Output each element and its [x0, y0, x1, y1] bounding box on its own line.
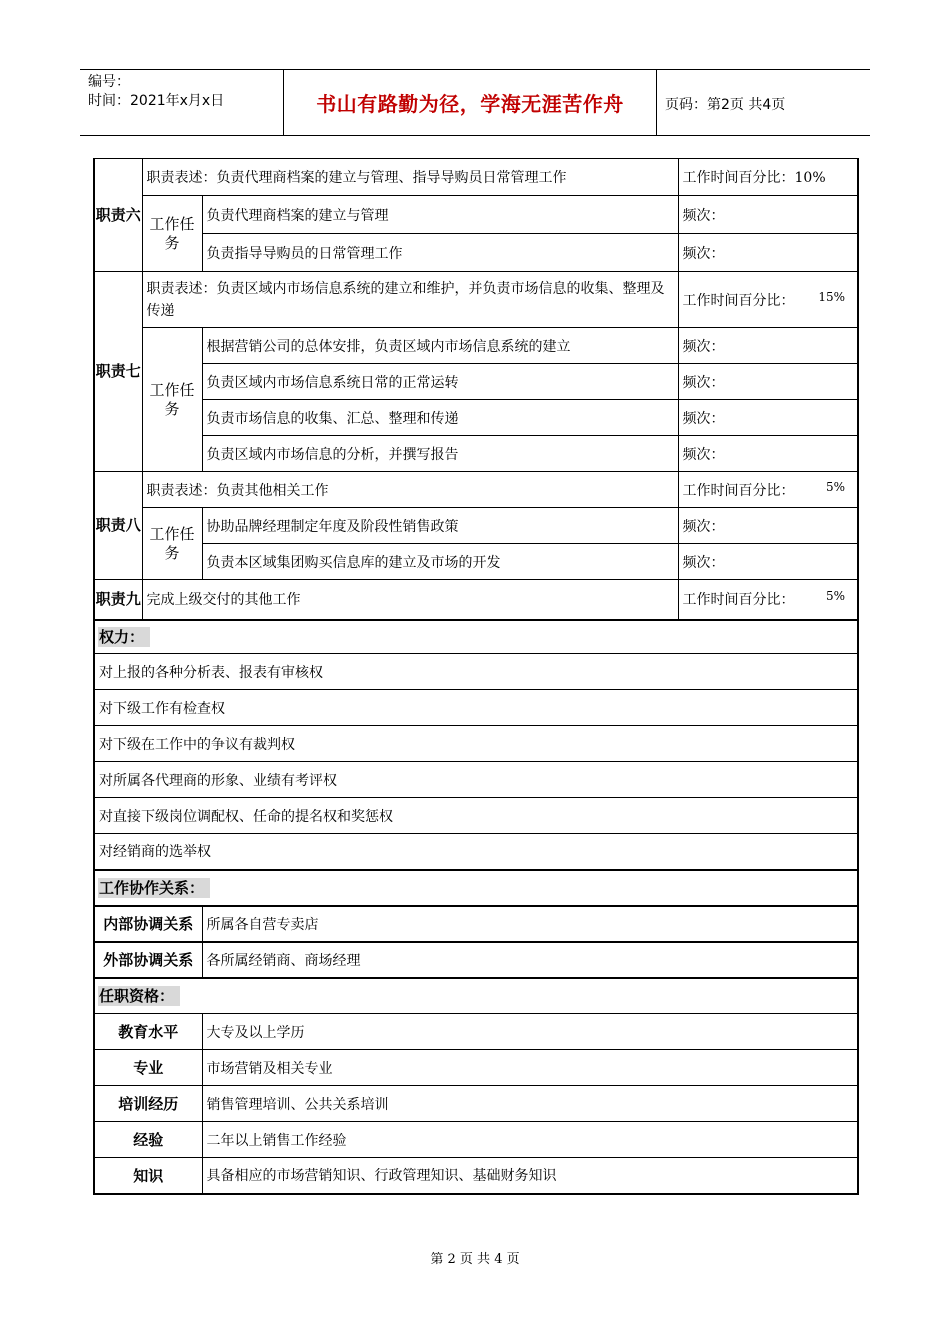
internal-relations-value: 所属各自营专卖店 — [202, 906, 858, 942]
duty-6-task-2-frequency: 频次： — [678, 234, 858, 272]
duty-6-desc-row — [94, 159, 858, 196]
duty-6-percent-value: 10% — [794, 170, 826, 186]
duty-7-task-row — [94, 436, 858, 472]
qualification-row — [94, 1158, 858, 1194]
page-header — [80, 69, 870, 136]
duty-8-description: 职责表述：负责其他相关工作 — [142, 472, 678, 508]
duty-7-task-row — [94, 328, 858, 364]
duty-8-time-percent — [678, 472, 858, 508]
power-item-3: 对下级在工作中的争议有裁判权 — [94, 726, 858, 762]
duty-7-task-2-frequency: 频次： — [678, 364, 858, 400]
duty-7-task-1: 根据营销公司的总体安排，负责区域内市场信息系统的建立 — [202, 328, 678, 364]
power-item-5: 对直接下级岗位调配权、任命的提名权和奖惩权 — [94, 798, 858, 834]
duty-7-task-row — [94, 364, 858, 400]
relations-title: 工作协作关系： — [98, 878, 210, 898]
duty-9-description: 完成上级交付的其他工作 — [142, 580, 678, 620]
header-page-number: 页码：第2页 共4页 — [665, 97, 786, 113]
duty-6-task-1: 负责代理商档案的建立与管理 — [202, 196, 678, 234]
duty-8-percent-value: 5% — [825, 479, 845, 494]
duty-8-percent-label: 工作时间百分比： — [682, 482, 795, 499]
relations-section-title — [94, 870, 858, 906]
knowledge-value: 具备相应的市场营销知识、行政管理知识、基础财务知识 — [202, 1158, 858, 1194]
internal-relations-label: 内部协调关系 — [94, 906, 202, 942]
duty-6-task-row — [94, 196, 858, 234]
duty-7-task-row — [94, 400, 858, 436]
knowledge-label: 知识 — [94, 1158, 202, 1194]
power-row — [94, 726, 858, 762]
document-date: 时间：2021年x月x日 — [88, 93, 225, 109]
duty-8-task-2-frequency: 频次： — [678, 544, 858, 580]
duty-7-percent-value: 15% — [818, 289, 845, 304]
header-motto: 书山有路勤为径，学海无涯苦作舟 — [316, 92, 624, 116]
job-description-document — [93, 158, 857, 1195]
duty-6-tasks-label: 工作任务 — [142, 196, 202, 272]
duty-6-percent-label: 工作时间百分比： — [682, 170, 795, 186]
duty-7-task-1-frequency: 频次： — [678, 328, 858, 364]
education-label: 教育水平 — [94, 1014, 202, 1050]
duty-7-task-4: 负责区域内市场信息的分析，并撰写报告 — [202, 436, 678, 472]
qualifications-section-title — [94, 978, 858, 1014]
qualifications-title: 任职资格： — [98, 986, 180, 1006]
power-row — [94, 834, 858, 870]
power-row — [94, 798, 858, 834]
external-relations-value: 各所属经销商、商场经理 — [202, 942, 858, 978]
job-description-table — [93, 158, 859, 1195]
power-row — [94, 654, 858, 690]
duty-9-row — [94, 580, 858, 620]
relations-internal-row — [94, 906, 858, 942]
external-relations-label: 外部协调关系 — [94, 942, 202, 978]
duty-7-description: 职责表述：负责区域内市场信息系统的建立和维护，并负责市场信息的收集、整理及传递 — [142, 272, 678, 328]
duty-7-task-2: 负责区域内市场信息系统日常的正常运转 — [202, 364, 678, 400]
power-item-6: 对经销商的选举权 — [94, 834, 858, 870]
duty-7-time-percent — [678, 272, 858, 328]
qualification-row — [94, 1050, 858, 1086]
duty-9-label: 职责九 — [94, 580, 142, 620]
qualifications-header-row — [94, 978, 858, 1014]
duty-8-task-row — [94, 544, 858, 580]
duty-7-task-4-frequency: 频次： — [678, 436, 858, 472]
duty-6-task-1-frequency: 频次： — [678, 196, 858, 234]
power-row — [94, 690, 858, 726]
powers-header-row — [94, 620, 858, 654]
duty-8-tasks-label: 工作任务 — [142, 508, 202, 580]
duty-8-task-row — [94, 508, 858, 544]
relations-header-row — [94, 870, 858, 906]
qualification-row — [94, 1122, 858, 1158]
relations-external-row — [94, 942, 858, 978]
major-label: 专业 — [94, 1050, 202, 1086]
duty-9-percent-value: 5% — [825, 589, 845, 604]
experience-value: 二年以上销售工作经验 — [202, 1122, 858, 1158]
training-label: 培训经历 — [94, 1086, 202, 1122]
duty-9-percent-label: 工作时间百分比： — [682, 592, 795, 609]
power-row — [94, 762, 858, 798]
power-item-4: 对所属各代理商的形象、业绩有考评权 — [94, 762, 858, 798]
document-code: 编号： — [88, 74, 130, 90]
duty-7-tasks-label: 工作任务 — [142, 328, 202, 472]
duty-6-time-percent — [678, 159, 858, 196]
header-meta — [88, 73, 224, 111]
duty-8-task-1-frequency: 频次： — [678, 508, 858, 544]
duty-7-desc-row — [94, 272, 858, 328]
major-value: 市场营销及相关专业 — [202, 1050, 858, 1086]
duty-8-task-1: 协助品牌经理制定年度及阶段性销售政策 — [202, 508, 678, 544]
training-value: 销售管理培训、公共关系培训 — [202, 1086, 858, 1122]
duty-6-task-2: 负责指导导购员的日常管理工作 — [202, 234, 678, 272]
education-value: 大专及以上学历 — [202, 1014, 858, 1050]
power-item-1: 对上报的各种分析表、报表有审核权 — [94, 654, 858, 690]
powers-title: 权力： — [98, 627, 150, 647]
qualification-row — [94, 1014, 858, 1050]
header-motto-box — [283, 70, 657, 135]
duty-7-label: 职责七 — [94, 272, 142, 472]
duty-6-label: 职责六 — [94, 159, 142, 272]
duty-9-time-percent — [678, 580, 858, 620]
page-footer: 第 2 页 共 4 页 — [430, 1252, 520, 1267]
powers-section-title — [94, 620, 858, 654]
power-item-2: 对下级工作有检查权 — [94, 690, 858, 726]
duty-6-task-row — [94, 234, 858, 272]
qualification-row — [94, 1086, 858, 1122]
duty-7-task-3: 负责市场信息的收集、汇总、整理和传递 — [202, 400, 678, 436]
duty-8-label: 职责八 — [94, 472, 142, 580]
duty-7-task-3-frequency: 频次： — [678, 400, 858, 436]
duty-6-description: 职责表述：负责代理商档案的建立与管理、指导导购员日常管理工作 — [142, 159, 678, 196]
experience-label: 经验 — [94, 1122, 202, 1158]
duty-7-percent-label: 工作时间百分比： — [682, 292, 795, 309]
duty-8-task-2: 负责本区域集团购买信息库的建立及市场的开发 — [202, 544, 678, 580]
duty-8-desc-row — [94, 472, 858, 508]
